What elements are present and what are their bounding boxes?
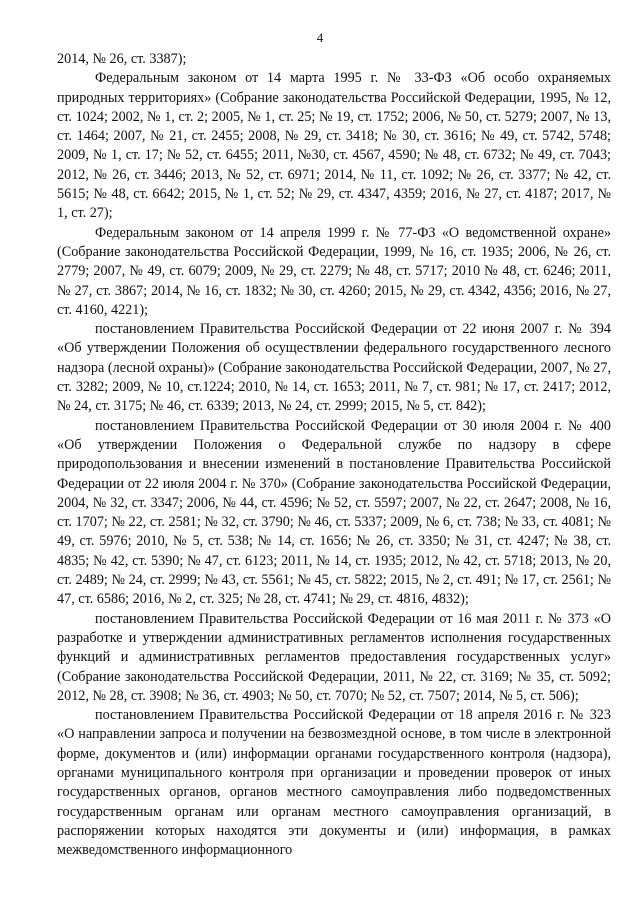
paragraph-law-33-fz: Федеральным законом от 14 марта 1995 г. № 33-ФЗ «Об особо охраняемых природных территориях» (Собрание законодательства Российской Федерации, 1995, № 12, ст. 1024; 2002, № 1, ст. 2; 2005, № 1, ст. 25; № 19, ст. 1752; 2006, № 50, ст. 5279; 2007, № 13, ст. 1464; 2007, № 21, ст. 2455; 2008, № 29, ст. 3418; № 30, ст. 3616; № 49, ст. 5742, 5748; 2009, № 1, ст. 17; № 52, ст. 6455; 2011, №30, ст. 4567, 4590; № 48, ст. 6732; № 49, ст. 7043; 2012, № 26, ст. 3446; 2013, № 52, ст. 6971; 2014, № 11, ст. 1092; № 26, ст. 3377; № 42, ст. 5615; № 48, ст. 6642; 2015, № 1, ст. 52; № 29, ст. 4347, 4359; 2016, № 27, ст. 4187; 2017, № 1, ст. 27); [57, 70, 611, 222]
paragraph-resolution-400: постановлением Правительства Российской Федерации от 30 июля 2004 г. № 400 «Об утверждении Положения о Федеральной службе по надзору в сфере природопользования и внесении изменений в постановление Правительства Российской Федерации от 22 июля 2004 г. № 370» (Собрание законодательства Российской Федерации, 2004, № 32, ст. 3347; 2006, № 44, ст. 4596; № 52, ст. 5597; 2007, № 22, ст. 2647; 2008, № 16, ст. 1707; № 22, ст. 2581; № 32, ст. 3790; № 46, ст. 5337; 2009, № 6, ст. 738; № 33, ст. 4081; № 49, ст. 5976; 2010, № 5, ст. 538; № 14, ст. 1656; № 26, ст. 3350; № 31, ст. 4247; № 38, ст. 4835; № 42, ст. 5390; № 47, ст. 6123; 2011, № 14, ст. 1935; 2012, № 42, ст. 5718; 2013, № 20, ст. 2489; № 24, ст. 2999; № 43, ст. 5561; № 45, ст. 5822; 2015, № 2, ст. 491; № 17, ст. 2561; № 47, ст. 6586; 2016, № 2, ст. 325; № 28, ст. 4741; № 29, ст. 4816, 4832); [57, 417, 611, 608]
paragraph-resolution-394: постановлением Правительства Российской Федерации от 22 июня 2007 г. № 394 «Об утверждении Положения об осуществлении федерального государственного лесного надзора (лесной охраны)» (Собрание законодательства Российской Федерации, 2007, № 27, ст. 3282; 2009, № 10, ст.1224; 2010, № 14, ст. 1653; 2011, № 7, ст. 981; № 17, ст. 2417; 2012, № 24, ст. 3175; № 46, ст. 6339; 2013, № 24, ст. 2999; 2015, № 5, ст. 842); [57, 321, 611, 415]
paragraph-continuation: 2014, № 26, ст. 3387); [57, 51, 187, 67]
page-number: 4 [316, 30, 324, 45]
paragraph-law-77-fz: Федеральным законом от 14 апреля 1999 г. № 77-ФЗ «О ведомственной охране» (Собрание законодательства Российской Федерации, 1999, № 16, ст. 1935; 2006, № 26, ст. 2779; 2007, № 49, ст. 6079; 2009, № 29, ст. 2279; № 48, ст. 5717; 2010 № 48, ст. 6246; 2011, № 27, ст. 3867; 2014, № 16, ст. 1832; № 30, ст. 4260; 2015, № 29, ст. 4342, 4356; 2016, № 27, ст. 4160, 4221); [57, 224, 611, 318]
document-body [57, 50, 611, 860]
paragraph-resolution-323: постановлением Правительства Российской Федерации от 18 апреля 2016 г. № 323 «О направлении запроса и получении на безвозмездной основе, в том числе в электронной форме, документов и (или) информации органами государственного контроля (надзора), органами муниципального контроля при организации и проведении проверок от иных государственных органов, органов местного самоуправления либо подведомственных государственным органам или органам местного самоуправления организаций, в распоряжении которых находятся эти документы и (или) информация, в рамках межведомственного информационного [57, 707, 611, 859]
paragraph-resolution-373: постановлением Правительства Российской Федерации от 16 мая 2011 г. № 373 «О разработке и утверждении административных регламентов исполнения государственных функций и административных регламентов предоставления государственных услуг» (Собрание законодательства Российской Федерации, 2011, № 22, ст. 3169; № 35, ст. 5092; 2012, № 28, ст. 3908; № 36, ст. 4903; № 50, ст. 7070; № 52, ст. 7507; 2014, № 5, ст. 506); [57, 610, 611, 704]
